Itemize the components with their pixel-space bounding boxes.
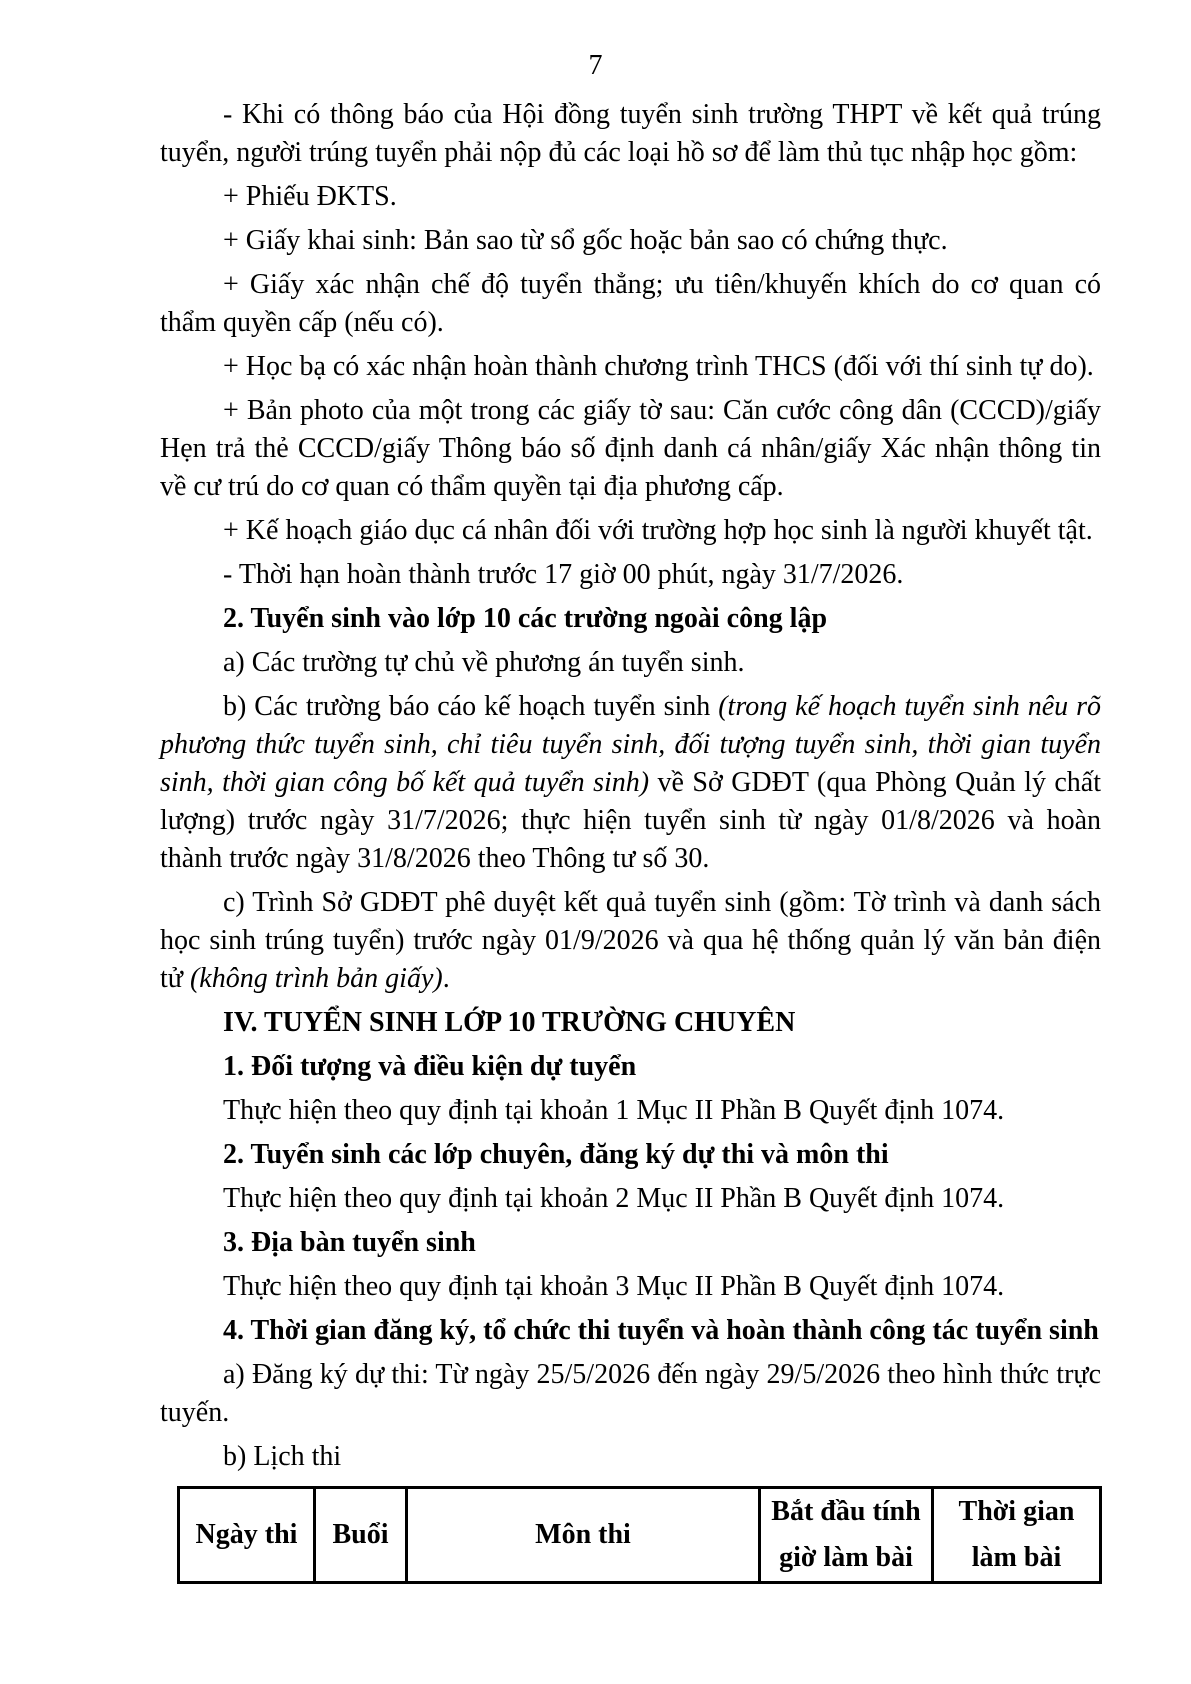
point-c-text-post: . (442, 963, 450, 994)
exam-schedule-header-row (179, 1488, 1101, 1583)
list-item-giay-khai-sinh: + Giấy khai sinh: Bản sao từ sổ gốc hoặc bản sao có chứng thực. (223, 225, 948, 256)
paragraph-point-c (160, 884, 1101, 998)
paragraph-point-a: a) Các trường tự chủ về phương án tuyển sinh. (223, 647, 745, 678)
heading-tuyen-sinh-ngoai-cong-lap: 2. Tuyển sinh vào lớp 10 các trường ngoài công lập (223, 603, 828, 634)
col-header-thoi-gian-lam-bai: Thời gian làm bài (933, 1488, 1101, 1583)
page-number: 7 (588, 50, 603, 81)
exam-schedule-table (177, 1486, 1102, 1584)
document-body (160, 96, 1101, 1584)
paragraph-deadline: - Thời hạn hoàn thành trước 17 giờ 00 phút, ngày 31/7/2026. (223, 559, 904, 590)
heading-sub1-doi-tuong: 1. Đối tượng và điều kiện dự tuyển (223, 1051, 637, 1082)
point-b-text-pre: b) Các trường báo cáo kế hoạch tuyển sinh (223, 691, 719, 722)
paragraph-point-b (160, 688, 1101, 878)
paragraph-admission-notice: - Khi có thông báo của Hội đồng tuyển sinh trường THPT về kết quả trúng tuyển, người trúng tuyển phải nộp đủ các loại hồ sơ để làm thủ tục nhập học gồm: (160, 99, 1101, 168)
heading-section-iv: IV. TUYỂN SINH LỚP 10 TRƯỜNG CHUYÊN (223, 1007, 796, 1038)
list-item-ke-hoach-giao-duc: + Kế hoạch giáo dục cá nhân đối với trường hợp học sinh là người khuyết tật. (223, 515, 1093, 546)
point-c-text-italic: (không trình bản giấy) (189, 963, 443, 994)
paragraph-sub3-body: Thực hiện theo quy định tại khoản 3 Mục II Phần B Quyết định 1074. (223, 1271, 1005, 1302)
point-b-text-post: về Sở GDĐT (qua Phòng Quản lý chất lượng) trước ngày 31/7/2026; thực hiện tuyển sinh từ ngày 01/8/2026 và hoàn thành trước ngày 31/8/2026 theo Thông tư số 30. (160, 767, 1102, 874)
col-header-buoi: Buổi (315, 1488, 407, 1583)
col-header-mon-thi: Môn thi (407, 1488, 760, 1583)
heading-sub4-thoi-gian: 4. Thời gian đăng ký, tổ chức thi tuyển và hoàn thành công tác tuyển sinh (223, 1315, 1099, 1346)
col-header-bat-dau-tinh-gio: Bắt đầu tính giờ làm bài (760, 1488, 933, 1583)
list-item-ban-photo: + Bản photo của một trong các giấy tờ sau: Căn cước công dân (CCCD)/giấy Hẹn trả thẻ CCCD/giấy Thông báo số định danh cá nhân/giấy Xác nhận thông tin về cư trú do cơ quan có thẩm quyền tại địa phương cấp. (160, 395, 1101, 502)
point-b-text-italic: (trong kế hoạch tuyển sinh nêu rõ phương thức tuyển sinh, chỉ tiêu tuyển sinh, đối tượng tuyển sinh, thời gian tuyển sinh, thời gian công bố kết quả tuyển sinh) (160, 691, 1102, 798)
paragraph-sub4-point-a: a) Đăng ký dự thi: Từ ngày 25/5/2026 đến ngày 29/5/2026 theo hình thức trực tuyến. (160, 1359, 1101, 1428)
paragraph-sub2-body: Thực hiện theo quy định tại khoản 2 Mục II Phần B Quyết định 1074. (223, 1183, 1005, 1214)
point-c-text-pre: c) Trình Sở GDĐT phê duyệt kết quả tuyển sinh (gồm: Tờ trình và danh sách học sinh trúng tuyển) trước ngày 01/9/2026 và qua hệ thống quản lý văn bản điện tử (160, 887, 1101, 994)
paragraph-sub1-body: Thực hiện theo quy định tại khoản 1 Mục II Phần B Quyết định 1074. (223, 1095, 1005, 1126)
list-item-hoc-ba: + Học bạ có xác nhận hoàn thành chương trình THCS (đối với thí sinh tự do). (223, 351, 1094, 382)
list-item-phieu-dkts: + Phiếu ĐKTS. (223, 181, 397, 212)
col-header-ngay-thi: Ngày thi (179, 1488, 315, 1583)
list-item-giay-xac-nhan: + Giấy xác nhận chế độ tuyển thẳng; ưu tiên/khuyến khích do cơ quan có thẩm quyền cấp (nếu có). (160, 269, 1101, 338)
paragraph-sub4-point-b: b) Lịch thi (223, 1441, 342, 1472)
heading-sub2-lop-chuyen: 2. Tuyển sinh các lớp chuyên, đăng ký dự thi và môn thi (223, 1139, 889, 1170)
heading-sub3-dia-ban: 3. Địa bàn tuyển sinh (223, 1227, 476, 1258)
